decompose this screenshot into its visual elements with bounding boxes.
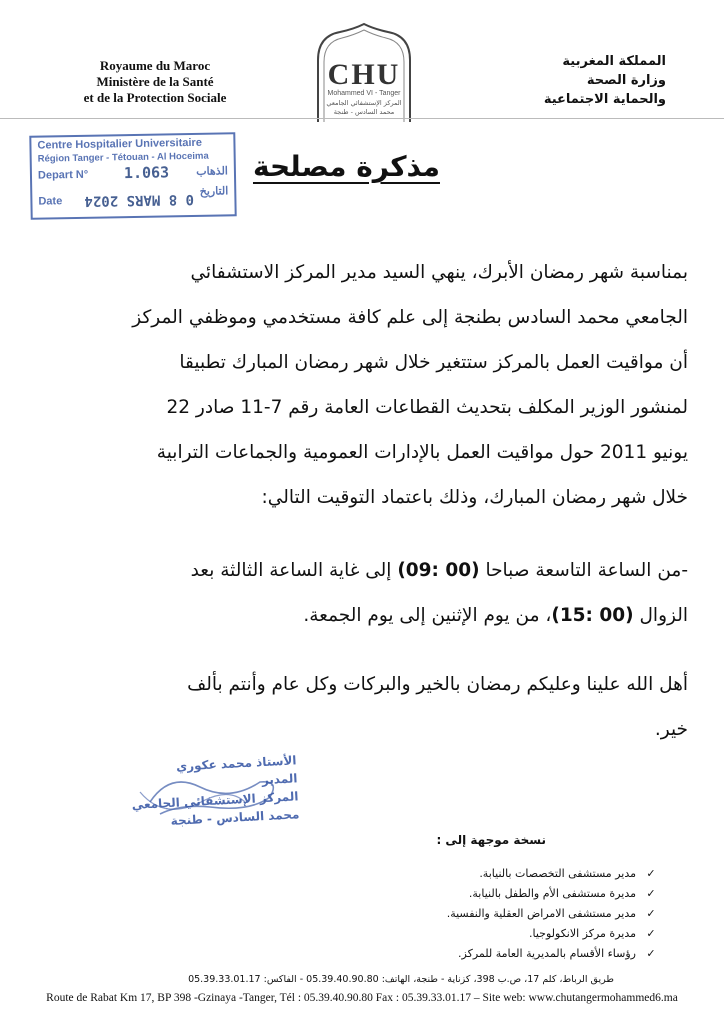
schedule-line-2 (40, 593, 688, 638)
stamp-date-label: Date (38, 195, 63, 208)
copies-list (360, 864, 660, 964)
stamp-depart-label-ar: الذهاب (196, 165, 229, 178)
header-divider (0, 118, 724, 119)
greeting-paragraph (40, 662, 688, 752)
copy-recipient: رؤساء الأقسام بالمديرية العامة للمركز. (458, 947, 636, 960)
schedule-line-1-b: إلى غاية الساعة الثالثة بعد (190, 560, 398, 581)
logo-subtitle-arabic-2: محمد السادس - طنجة (333, 108, 395, 116)
signature-line-2: المدير (261, 771, 298, 788)
body-line-1: بمناسبة شهر رمضان الأبرك، ينهي السيد مدير المركز الاستشفائي (190, 262, 688, 283)
schedule-time-end: (15: 00) (551, 605, 634, 626)
signature-line-1: الأستاذ محمد عكوري (175, 753, 297, 774)
logo-subtitle-arabic-1: المركز الإستشفائي الجامعي (326, 99, 402, 107)
body-line-5: يونيو 2011 حول مواقيت العمل بالإدارات العمومية والجماعات الترابية (156, 442, 688, 463)
greeting-line-1: أهل الله علينا وعليكم رمضان بالخير والبركات وكل عام وأنتم بألف (187, 674, 688, 695)
header-ar-line-3: والحماية الاجتماعية (543, 92, 666, 107)
schedule-paragraph (40, 548, 688, 638)
copy-recipient: مديرة مستشفى الأم والطفل بالنيابة. (468, 887, 636, 900)
logo-subtitle-latin: Mohammed VI - Tanger (327, 90, 401, 97)
schedule-line-2-b: ، من يوم الإثنين إلى يوم الجمعة. (303, 605, 552, 626)
memo-body (40, 250, 688, 752)
body-line-2: الجامعي محمد السادس بطنجة إلى علم كافة مستخدمي وموظفي المركز (132, 307, 688, 328)
list-item (360, 864, 660, 884)
page-title: مذكرة مصلحة (252, 150, 440, 183)
stamp-line-2: Région Tanger - Tétouan - Al Hoceima (37, 150, 209, 165)
footer-address-french: Route de Rabat Km 17, BP 398 -Gzinaya -Tanger, Tél : 05.39.40.90.80 Fax : 05.39.33.01.17 – Site web: www.chutangermohammed6.ma (46, 992, 678, 1004)
header-fr-line-2: Ministère de la Santé (96, 74, 214, 89)
stamp-depart-label: Depart N° (37, 168, 89, 182)
logo-wordmark: CHU (327, 58, 401, 91)
header-french-block (60, 58, 250, 106)
check-icon: ✓ (646, 907, 656, 920)
schedule-line-1 (40, 548, 688, 593)
copy-recipient: مديرة مركز الانكولوجيا. (529, 927, 636, 940)
signature-line-3: المركز الإستشفائي الجامعي (131, 789, 299, 812)
list-item (360, 924, 660, 944)
header-ar-line-1: المملكة المغربية (562, 54, 666, 69)
copies-heading: نسخة موجهة إلى : (436, 833, 546, 847)
header-ar-line-2: وزارة الصحة (586, 73, 666, 88)
header-fr-line-1: Royaume du Maroc (99, 58, 211, 73)
check-icon: ✓ (646, 927, 656, 940)
greeting-line-2: خير. (654, 719, 688, 740)
body-line-4: لمنشور الوزير المكلف بتحديث القطاعات العامة رقم 7-11 صادر 22 (166, 397, 688, 418)
list-item (360, 884, 660, 904)
signature-line-4: محمد السادس - طنجة (170, 807, 300, 828)
check-icon: ✓ (646, 887, 656, 900)
stamp-date-value: 0 8 MARS 2024 (84, 190, 195, 209)
schedule-time-start: (09: 00) (397, 560, 480, 581)
schedule-line-2-a: الزوال (633, 605, 688, 626)
check-icon: ✓ (646, 867, 656, 880)
stamp-line-1: Centre Hospitalier Universitaire (37, 136, 202, 152)
body-paragraph (40, 250, 688, 520)
header-fr-line-3: et de la Protection Sociale (83, 90, 227, 105)
body-line-3: أن مواقيت العمل بالمركز ستتغير خلال شهر رمضان المبارك تطبيقا (179, 352, 688, 373)
check-icon: ✓ (646, 947, 656, 960)
schedule-line-1-a: -من الساعة التاسعة صباحا (479, 560, 688, 581)
copy-recipient: مدير مستشفى التخصصات بالنيابة. (479, 867, 636, 880)
stamp-date-label-ar: التاريخ (199, 185, 229, 198)
stamp-depart-number: 1.063 (123, 163, 170, 183)
list-item (360, 944, 660, 964)
signature-stamp (116, 751, 300, 832)
body-line-6: خلال شهر رمضان المبارك، وذلك باعتماد التوقيت التالي: (261, 487, 688, 508)
list-item (360, 904, 660, 924)
reception-stamp (29, 132, 236, 220)
header-arabic-block (496, 52, 666, 109)
footer-address-arabic: طريق الرباط، كلم 17، ص.ب 398، كزناية - طنجة، الهاتف: 05.39.40.90.80 - الفاكس: 05.39.33.01.17 (188, 974, 614, 985)
copy-recipient: مدير مستشفى الامراض العقلية والنفسية. (446, 907, 636, 920)
